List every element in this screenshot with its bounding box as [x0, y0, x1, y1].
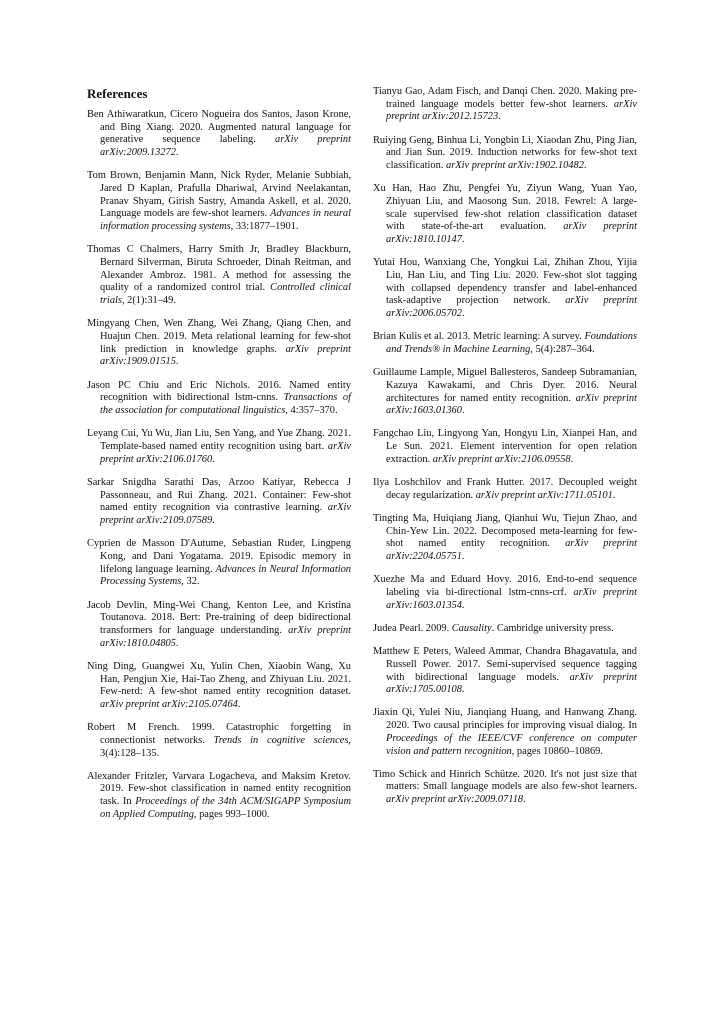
- reference-authors-title: Matthew E Peters, Waleed Ammar, Chandra Bhagavatula, and Russell Power. 2017. Semi-supervised sequence tagging with bidirectional language models.: [373, 646, 637, 683]
- reference-entry: [373, 367, 637, 418]
- reference-venue: Advances in Neural Information Processing Systems: [100, 563, 351, 588]
- reference-tail: .: [175, 147, 179, 159]
- reference-venue: arXiv preprint arXiv:2204.05751: [386, 538, 637, 563]
- reference-venue: arXiv preprint arXiv:2109.07589: [100, 502, 351, 526]
- reference-entry: [373, 646, 637, 697]
- reference-authors-title: Thomas C Chalmers, Harry Smith Jr, Bradley Blackburn, Bernard Silverman, Biruta Schroeder, Dinah Reitman, and Alexander Ambroz. 1981. A method for assessing the quality of a randomized control trial.: [87, 244, 351, 294]
- reference-entry: [87, 477, 351, 528]
- reference-authors-title: Ning Ding, Guangwei Xu, Yulin Chen, Xiaobin Wang, Xu Han, Pengjun Xie, Hai-Tao Zheng, and Zhiyuan Liu. 2021. Few-nerd: A few-shot named entity recognition dataset.: [87, 660, 351, 698]
- reference-authors-title: Guillaume Lample, Miguel Ballesteros, Sandeep Subramanian, Kazuya Kawakami, and Chris Dyer. 2016. Neural architectures for named entity recognition.: [373, 367, 637, 404]
- reference-tail: .: [498, 111, 501, 123]
- reference-authors-title: Tianyu Gao, Adam Fisch, and Danqi Chen. 2020. Making pre-trained language models better few-shot learners.: [373, 86, 637, 110]
- reference-tail: .: [523, 794, 526, 806]
- reference-authors-title: Xu Han, Hao Zhu, Pengfei Yu, Ziyun Wang, Yuan Yao, Zhiyuan Liu, and Maosong Sun. 2018. Fewrel: A large-scale supervised few-shot relation classification dataset with state-of-the-art evaluation.: [373, 183, 637, 233]
- reference-tail: .: [212, 453, 215, 465]
- reference-entry: [373, 769, 637, 807]
- reference-authors-title: Robert M French. 1999. Catastrophic forgetting in connectionist networks.: [87, 722, 351, 746]
- reference-venue: arXiv preprint arXiv:2009.07118: [386, 794, 524, 806]
- reference-venue: arXiv preprint arXiv:1711.05101: [475, 489, 613, 501]
- reference-authors-title: Brian Kulis et al. 2013. Metric learning: A survey.: [373, 331, 582, 343]
- reference-entry: [87, 380, 351, 418]
- reference-entry: [87, 661, 351, 712]
- right-column: [373, 86, 637, 817]
- reference-venue: Advances in neural information processing systems: [100, 208, 352, 233]
- reference-tail: , pages 993–1000.: [193, 808, 270, 820]
- reference-venue: arXiv preprint arXiv:2012.15723: [386, 98, 637, 123]
- reference-entry: [87, 538, 351, 589]
- reference-venue: arXiv preprint arXiv:2106.09558: [432, 453, 571, 465]
- reference-venue: arXiv preprint arXiv:2006.05702: [386, 295, 637, 320]
- reference-venue: Trends in cognitive sciences: [213, 734, 349, 746]
- reference-entry: [373, 574, 637, 612]
- reference-entry: [373, 86, 637, 124]
- reference-tail: , 3(4):128–135.: [100, 734, 351, 759]
- reference-tail: .: [461, 599, 465, 611]
- reference-authors-title: Ilya Loshchilov and Frank Hutter. 2017. Decoupled weight decay regularization.: [373, 477, 637, 501]
- reference-authors-title: Alexander Fritzler, Varvara Logacheva, and Maksim Kretov. 2019. Few-shot classification in named entity recognition task. In: [87, 770, 351, 808]
- reference-venue: Causality: [451, 622, 492, 634]
- reference-tail: .: [175, 637, 179, 649]
- reference-tail: . Cambridge university press.: [491, 622, 614, 634]
- reference-venue: arXiv preprint arXiv:1810.04805: [100, 624, 352, 649]
- reference-venue: Controlled clinical trials: [100, 282, 351, 307]
- reference-venue: arXiv preprint arXiv:1902.10482: [446, 160, 584, 172]
- reference-tail: .: [237, 698, 241, 710]
- reference-entry: [373, 477, 637, 502]
- reference-entry: [373, 257, 637, 321]
- reference-venue: Proceedings of the IEEE/CVF conference on computer vision and pattern recognition: [386, 732, 637, 757]
- reference-tail: , 2(1):31–49.: [121, 295, 176, 307]
- reference-authors-title: Ruiying Geng, Binhua Li, Yongbin Li, Xiaodan Zhu, Ping Jian, and Jian Sun. 2019. Induction networks for few-shot text classification.: [373, 134, 637, 172]
- reference-entry: [373, 428, 637, 466]
- reference-authors-title: Sarkar Snigdha Sarathi Das, Arzoo Katiyar, Rebecca J Passonneau, and Rui Zhang. 2021. Container: Few-shot named entity recognition via contrastive learning.: [87, 476, 351, 514]
- reference-entry: [87, 771, 351, 822]
- reference-venue: Foundations and Trends® in Machine Learning: [386, 331, 637, 355]
- reference-tail: .: [461, 551, 465, 563]
- left-column: [87, 86, 351, 832]
- left-reference-list: [87, 109, 351, 822]
- reference-tail: , pages 10860–10869.: [511, 745, 603, 757]
- reference-tail: .: [212, 514, 215, 526]
- reference-authors-title: Jason PC Chiu and Eric Nichols. 2016. Named entity recognition with bidirectional lstm-cnns.: [87, 379, 351, 404]
- reference-authors-title: Leyang Cui, Yu Wu, Jian Liu, Sen Yang, and Yue Zhang. 2021. Template-based named entity recognition using bart.: [87, 428, 351, 452]
- reference-authors-title: Jacob Devlin, Ming-Wei Chang, Kenton Lee, and Kristina Toutanova. 2018. Bert: Pre-training of deep bidirectional transformers for language understanding.: [87, 599, 351, 636]
- reference-venue: arXiv preprint arXiv:1705.00108: [386, 671, 637, 696]
- reference-tail: , 4:357–370.: [285, 405, 338, 417]
- reference-venue: arXiv preprint arXiv:1810.10147: [386, 221, 637, 246]
- reference-entry: [373, 707, 637, 758]
- reference-entry: [87, 318, 351, 369]
- reference-entry: [87, 244, 351, 308]
- reference-entry: [373, 623, 637, 636]
- reference-authors-title: Fangchao Liu, Lingyong Yan, Hongyu Lin, Xianpei Han, and Le Sun. 2021. Element intervention for open relation extraction.: [373, 428, 637, 465]
- reference-venue: arXiv preprint arXiv:1603.01360: [386, 392, 638, 417]
- reference-venue: arXiv preprint arXiv:1909.01515: [100, 343, 351, 368]
- reference-tail: .: [461, 684, 465, 696]
- reference-entry: [87, 170, 351, 234]
- reference-entry: [87, 109, 351, 160]
- reference-tail: .: [461, 234, 465, 246]
- reference-tail: , 33:1877–1901.: [230, 221, 299, 233]
- reference-tail: .: [461, 308, 465, 320]
- right-reference-list: [373, 86, 637, 807]
- reference-authors-title: Tingting Ma, Huiqiang Jiang, Qianhui Wu, Tiejun Zhao, and Chin-Yew Lin. 2022. Decomposed meta-learning for few-shot named entity recognition.: [373, 512, 637, 550]
- reference-entry: [87, 600, 351, 651]
- reference-tail: .: [175, 356, 179, 368]
- reference-venue: arXiv preprint arXiv:2106.01760: [100, 440, 351, 465]
- reference-entry: [373, 513, 637, 564]
- reference-authors-title: Judea Pearl. 2009.: [373, 622, 450, 634]
- reference-tail: .: [612, 489, 616, 501]
- reference-venue: arXiv preprint arXiv:1603.01354: [386, 587, 637, 611]
- reference-authors-title: Yutai Hou, Wanxiang Che, Yongkui Lai, Zhihan Zhou, Yijia Liu, Han Liu, and Ting Liu. 2020. Few-shot slot tagging with collapsed dependency transfer and label-enhanced task-adaptive projection network.: [373, 257, 637, 307]
- reference-tail: .: [461, 405, 465, 417]
- reference-entry: [87, 428, 351, 466]
- reference-authors-title: Cyprien de Masson D'Autume, Sebastian Ruder, Lingpeng Kong, and Dani Yogatama. 2019. Episodic memory in lifelong language learning.: [87, 538, 351, 575]
- reference-tail: .: [570, 453, 574, 465]
- reference-authors-title: Mingyang Chen, Wen Zhang, Wei Zhang, Qiang Chen, and Huajun Chen. 2019. Meta relational learning for few-shot link prediction in knowledge graphs.: [87, 318, 351, 355]
- reference-venue: Transactions of the association for computational linguistics: [100, 392, 351, 417]
- reference-entry: [87, 722, 351, 760]
- references-heading: References: [87, 86, 148, 101]
- reference-tail: .: [583, 160, 587, 172]
- reference-entry: [373, 183, 637, 247]
- reference-authors-title: Jiaxin Qi, Yulei Niu, Jianqiang Huang, and Hanwang Zhang. 2020. Two causal principles for improving visual dialog. In: [373, 707, 637, 732]
- reference-entry: [373, 331, 637, 356]
- reference-venue: arXiv preprint arXiv:2009.13272: [100, 134, 351, 159]
- reference-authors-title: Timo Schick and Hinrich Schütze. 2020. It's not just size that matters: Small language models are also few-shot learners.: [373, 768, 637, 793]
- reference-authors-title: Ben Athiwaratkun, Cicero Nogueira dos Santos, Jason Krone, and Bing Xiang. 2020. Augmented natural language for generative sequence labeling.: [87, 109, 351, 146]
- reference-entry: [373, 135, 637, 173]
- reference-tail: , 32.: [181, 576, 200, 588]
- reference-authors-title: Xuezhe Ma and Eduard Hovy. 2016. End-to-end sequence labeling via bi-directional lstm-cnns-crf.: [373, 574, 637, 598]
- reference-authors-title: Tom Brown, Benjamin Mann, Nick Ryder, Melanie Subbiah, Jared D Kaplan, Prafulla Dhariwal, Arvind Neelakantan, Pranav Shyam, Girish Sastry, Amanda Askell, et al. 2020. Language models are few-shot learners.: [87, 170, 351, 220]
- reference-tail: , 5(4):287–364.: [530, 343, 595, 355]
- reference-venue: Proceedings of the 34th ACM/SIGAPP Symposium on Applied Computing: [100, 796, 351, 820]
- reference-venue: arXiv preprint arXiv:2105.07464: [100, 698, 238, 710]
